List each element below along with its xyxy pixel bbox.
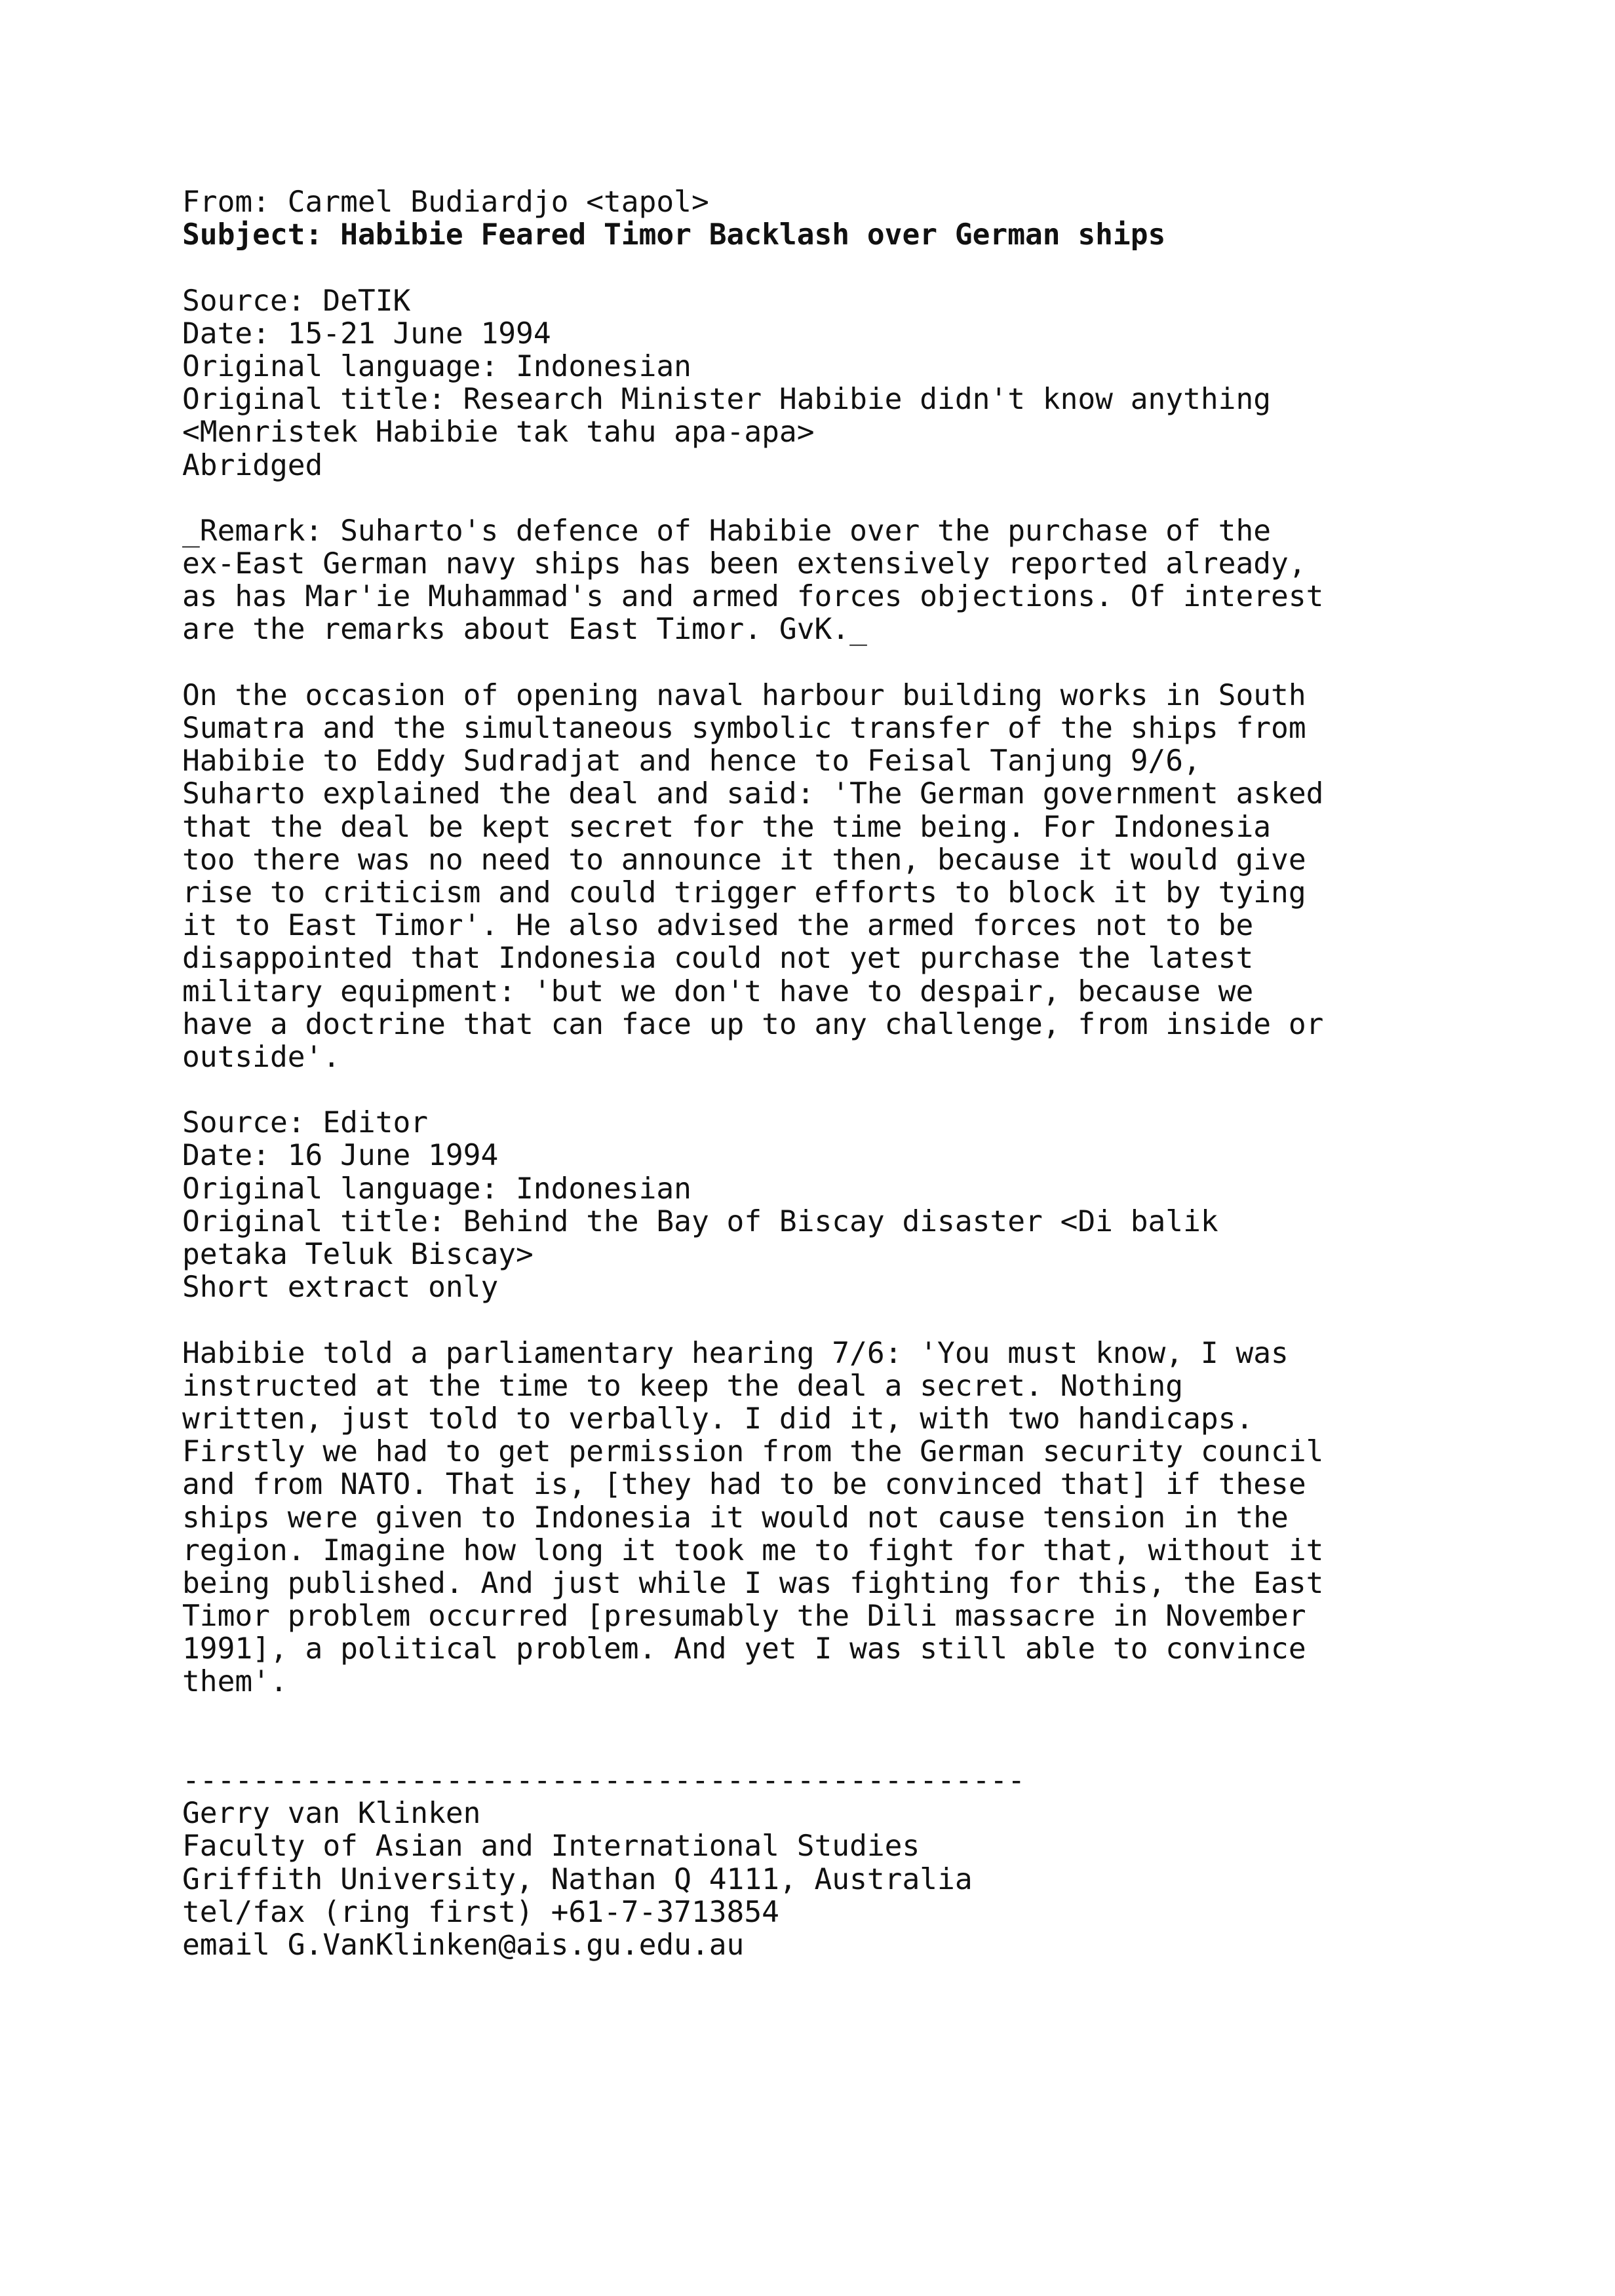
remark-line: ex-East German navy ships has been extensively reported already,: [182, 547, 1306, 581]
body-line: military equipment: 'but we don't have to despair, because we: [182, 974, 1254, 1008]
date-line: Date: 16 June 1994: [182, 1139, 499, 1173]
body-line: disappointed that Indonesia could not yet purchase the latest: [182, 942, 1254, 976]
body-paragraph-suharto: [182, 679, 1493, 1074]
body-line: being published. And just while I was fighting for this, the East: [182, 1566, 1324, 1600]
language-line: Original language: Indonesian: [182, 349, 691, 383]
title-line-continued: <Menristek Habibie tak tahu apa-apa>: [182, 415, 815, 450]
body-line: them'.: [182, 1665, 288, 1699]
remark-paragraph: [182, 515, 1493, 647]
signature-faculty: Faculty of Asian and International Studies: [182, 1829, 920, 1864]
body-line: outside'.: [182, 1040, 341, 1074]
body-line: have a doctrine that can face up to any challenge, from inside or: [182, 1007, 1324, 1041]
remark-line: _Remark: Suharto's defence of Habibie over the purchase of the: [182, 514, 1272, 548]
signature-phone: tel/fax (ring first) +61-7-3713854: [182, 1895, 779, 1929]
email-header: [182, 186, 1493, 252]
extract-line: Short extract only: [182, 1271, 499, 1305]
spacer: [182, 482, 1493, 515]
signature-email: email G.VanKlinken@ais.gu.edu.au: [182, 1928, 745, 1962]
body-line: region. Imagine how long it took me to fight for that, without it: [182, 1533, 1324, 1567]
title-line-continued: petaka Teluk Biscay>: [182, 1238, 534, 1271]
from-line: From: Carmel Budiardjo <tapol>: [182, 185, 709, 219]
spacer: [182, 1074, 1493, 1107]
date-line: Date: 15-21 June 1994: [182, 316, 551, 351]
spacer: [182, 1304, 1493, 1337]
signature-block: [182, 1765, 1493, 1962]
source-line: Source: Editor: [182, 1106, 429, 1140]
body-line: Firstly we had to get permission from the German security council: [182, 1435, 1324, 1469]
spacer: [182, 647, 1493, 679]
body-line: instructed at the time to keep the deal a secret. Nothing: [182, 1369, 1184, 1403]
body-line: rise to criticism and could trigger efforts to block it by tying: [182, 875, 1306, 909]
body-line: ships were given to Indonesia it would not cause tension in the: [182, 1501, 1289, 1535]
title-line: Original title: Behind the Bay of Biscay disaster <Di balik: [182, 1204, 1218, 1238]
body-paragraph-habibie: [182, 1337, 1493, 1699]
signature-address: Griffith University, Nathan Q 4111, Australia: [182, 1862, 973, 1896]
source-block-editor: [182, 1107, 1493, 1304]
body-line: Habibie told a parliamentary hearing 7/6: 'You must know, I was: [182, 1336, 1289, 1370]
body-line: written, just told to verbally. I did it, with two handicaps.: [182, 1402, 1254, 1436]
remark-line: are the remarks about East Timor. GvK._: [182, 613, 867, 647]
document-page: [182, 186, 1493, 1962]
source-block-detik: [182, 285, 1493, 482]
spacer: [182, 1732, 1493, 1765]
spacer: [182, 1699, 1493, 1732]
title-line: Original title: Research Minister Habibie didn't know anything: [182, 383, 1272, 417]
abridged-line: Abridged: [182, 448, 323, 482]
body-line: and from NATO. That is, [they had to be convinced that] if these: [182, 1468, 1306, 1502]
body-line: On the occasion of opening naval harbour building works in South: [182, 678, 1306, 712]
spacer: [182, 252, 1493, 284]
body-line: 1991], a political problem. And yet I was still able to convince: [182, 1632, 1306, 1666]
body-line: Sumatra and the simultaneous symbolic transfer of the ships from: [182, 712, 1306, 745]
body-line: too there was no need to announce it then, because it would give: [182, 843, 1306, 877]
body-line: it to East Timor'. He also advised the armed forces not to be: [182, 909, 1254, 943]
subject-line: Subject: Habibie Feared Timor Backlash over German ships: [182, 218, 1166, 252]
body-line: Timor problem occurred [presumably the Dili massacre in November: [182, 1599, 1306, 1634]
body-line: Suharto explained the deal and said: 'The German government asked: [182, 777, 1324, 811]
signature-name: Gerry van Klinken: [182, 1797, 481, 1831]
signature-divider: ------------------------------------------------: [182, 1764, 1025, 1797]
body-line: Habibie to Eddy Sudradjat and hence to Feisal Tanjung 9/6,: [182, 744, 1201, 778]
remark-line: as has Mar'ie Muhammad's and armed forces objections. Of interest: [182, 580, 1324, 614]
body-line: that the deal be kept secret for the time being. For Indonesia: [182, 810, 1272, 844]
language-line: Original language: Indonesian: [182, 1172, 691, 1206]
source-line: Source: DeTIK: [182, 284, 411, 318]
